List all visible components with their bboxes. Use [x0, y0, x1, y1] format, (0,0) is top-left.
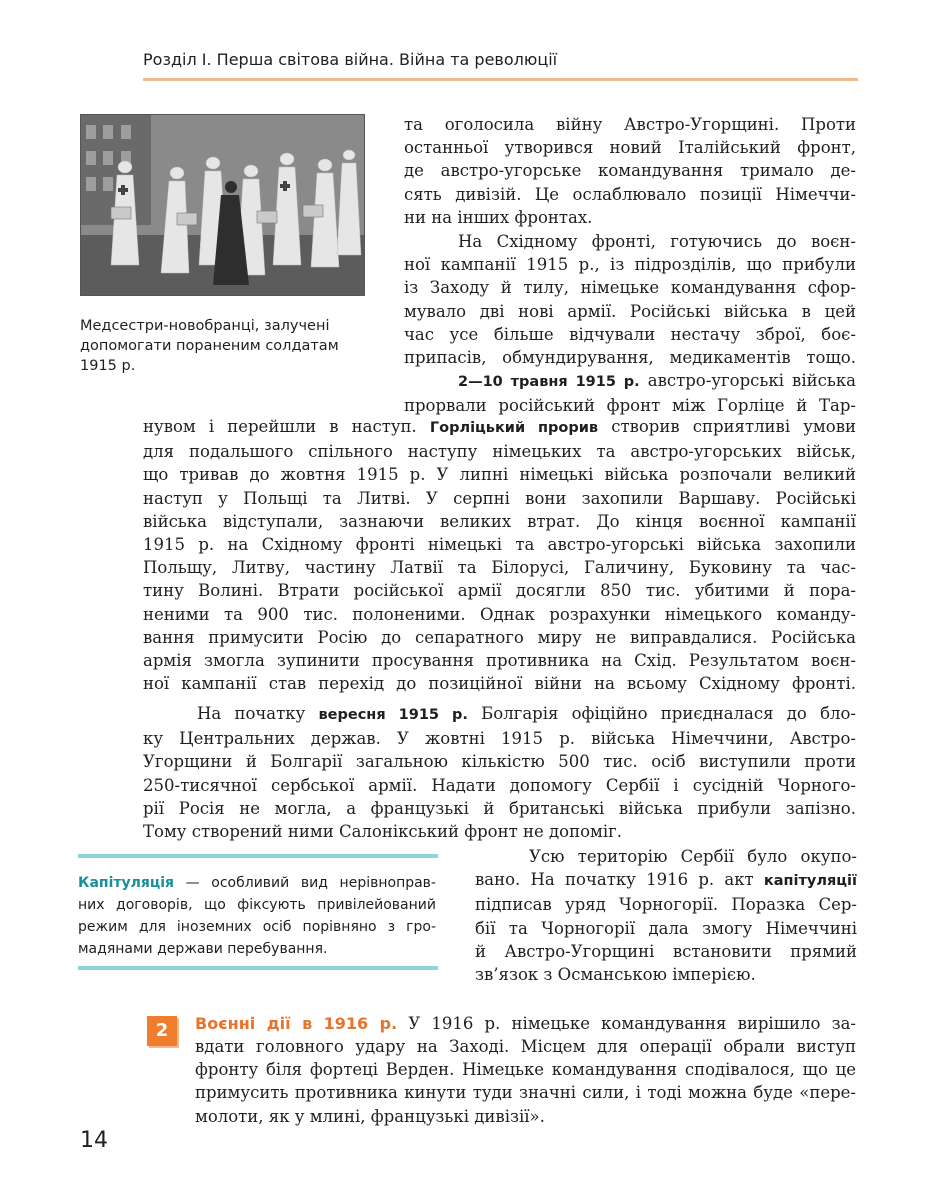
section2-body: [195, 1035, 856, 1128]
photo-caption: [80, 316, 370, 376]
definition-text: [78, 872, 436, 960]
text-fragment: На початку: [197, 704, 319, 723]
text-line: неними та 900 тис. полоненими. Однак розрахунки німецького команду-: [143, 604, 856, 624]
text-line: із Заходу й тилу, німецьке командування сфор-: [404, 278, 856, 298]
text-line: 1915 р. на Східному фронті німецькі та австро-угорські війська захопили: [143, 535, 856, 555]
caption-line: 1915 р.: [80, 358, 136, 374]
running-header: Розділ І. Перша світова війна. Війна та революції: [143, 50, 558, 69]
text-line: Угорщини й Болгарії загальною кількістю 500 тис. осіб виступили проти: [143, 752, 856, 772]
text-line: На Східному фронті, готуючись до воєн-: [458, 232, 856, 251]
text-line: час усе більше відчували нестачу зброї, боє-: [404, 324, 856, 344]
definition-box: [78, 854, 438, 970]
caption-line: Медсестри-новобранці, залучені: [80, 318, 330, 334]
text-line: ни на інших фронтах.: [404, 207, 593, 227]
text-line: рії Росія не могла, а французькі й британські війська прибули запізно.: [143, 798, 856, 818]
text-line: ної кампанії 1915 р., із підрозділів, що прибули: [404, 255, 856, 275]
text-line: них договорів, що фіксують привілейований: [78, 897, 436, 913]
text-line: та оголосила війну Австро-Угорщині. Проти: [404, 115, 856, 134]
text-line: ку Центральних держав. У жовтні 1915 р. війська Німеччини, Австро-: [143, 729, 856, 749]
text-fragment: створив сприятливі умови: [598, 417, 856, 436]
text-line: 250-тисячної сербської армії. Надати допомогу Сербії і сусідній Чорного-: [143, 775, 856, 795]
section-title: Воєнні дії в 1916 р.: [195, 1014, 398, 1033]
term-highlight: Горліцький прорив: [429, 420, 599, 436]
text-line: де австро-угорське командування тримало де-: [404, 161, 856, 181]
text-line: Польщу, Литву, частину Латвії та Білорусі, Галичину, Буковину та час-: [143, 558, 856, 578]
text-fragment: Болгарія офіційно приєдналася до бло-: [467, 704, 856, 723]
text-line: припасів, обмундирування, медикаментів тощо.: [404, 348, 856, 368]
definition-top-bar: [78, 854, 438, 858]
text-line: [475, 868, 857, 893]
text-line: мувало дві нові армії. Російські війська в цей: [404, 301, 856, 321]
nurses-march-illustration: [81, 115, 364, 295]
date-highlight: вересня 1915 р.: [318, 707, 468, 723]
text-line: [404, 369, 856, 394]
historical-photo: [80, 114, 365, 296]
text-line: й Австро-Угорщині встановити прямий: [475, 941, 857, 961]
definition-term: Капітуляція: [78, 875, 175, 891]
paragraph-eastern-front: [404, 230, 856, 369]
text-line: молоти, як у млині, французькі дивізії».: [195, 1106, 545, 1126]
text-line: підписав уряд Чорногорії. Поразка Сер-: [475, 895, 857, 915]
text-fragment: — особливий вид нерівноправ-: [174, 875, 436, 891]
caption-line: допомогати пораненим солдатам: [80, 338, 339, 354]
text-line: для подальшого спільного наступу німецьких та австро-угорських військ,: [143, 442, 856, 462]
text-line: [143, 702, 856, 727]
text-fragment: У 1916 р. німецьке командування вирішило за-: [397, 1014, 856, 1033]
text-line: наступ у Польщі та Литві. У серпні вони захопили Варшаву. Російські: [143, 488, 856, 508]
paragraph-bulgaria: [143, 702, 856, 843]
text-fragment: австро-угорські війська: [639, 371, 856, 390]
text-line: війська відступали, зазнаючи великих втрат. До кінця воєнної кампанії: [143, 511, 856, 531]
text-line: Усю територію Сербії було окупо-: [529, 847, 857, 866]
text-line: примусить противника кинути туди значні сили, і тоді можна буде «пере-: [195, 1083, 856, 1103]
text-line: Тому створений ними Салонікський фронт не допоміг.: [143, 822, 623, 842]
text-line: останньої утворився новий Італійський фронт,: [404, 138, 856, 158]
paragraph-gorlice-breakthrough: [404, 369, 856, 417]
text-line: бії та Чорногорії дала змогу Німеччині: [475, 918, 857, 938]
text-line: тину Волині. Втрати російської армії досягли 850 тис. убитими й пора-: [143, 581, 856, 601]
header-divider: [143, 78, 858, 81]
text-line: прорвали російський фронт між Горліце й Тар-: [404, 396, 856, 416]
definition-bottom-bar: [78, 966, 438, 970]
paragraph-serbia-occupation: [475, 845, 857, 986]
text-line: [143, 415, 856, 440]
date-highlight: 2—10 травня 1915 р.: [458, 374, 640, 390]
text-line: [78, 872, 436, 894]
text-line: [195, 1012, 856, 1035]
text-fragment: вано. На початку 1916 р. акт: [475, 870, 764, 890]
page-number: 14: [80, 1128, 108, 1153]
term-highlight: капітуляції: [763, 873, 857, 890]
text-line: мадянами держави перебування.: [78, 941, 328, 957]
text-line: зв’язок з Османською імперією.: [475, 965, 756, 985]
paragraph-italian-front: [404, 113, 856, 229]
section-number-badge: 2: [147, 1016, 177, 1046]
text-line: ної кампанії став перехід до позиційної війни на всьому Східному фронті.: [143, 674, 856, 694]
text-line: фронту біля фортеці Верден. Німецьке командування сподівалося, що це: [195, 1060, 856, 1080]
text-line: що тривав до жовтня 1915 р. У липні німецькі війська розпочали великий: [143, 465, 856, 485]
text-line: армія змогла зупинити просування противника на Схід. Результатом воєн-: [143, 651, 856, 671]
text-line: вдати головного удару на Заході. Місцем для операції обрали виступ: [195, 1037, 856, 1056]
text-line: режим для іноземних осіб порівняно з гро-: [78, 919, 436, 935]
text-fragment: нувом і перейшли в наступ.: [143, 417, 430, 436]
text-line: сять дивізій. Це ослаблювало позиції Німеччи-: [404, 184, 856, 204]
paragraph-gorlice-continued: [143, 415, 856, 695]
section2-first-line: [195, 1012, 856, 1035]
text-line: вання примусити Росію до сепаратного миру не виправдалися. Російська: [143, 627, 856, 647]
